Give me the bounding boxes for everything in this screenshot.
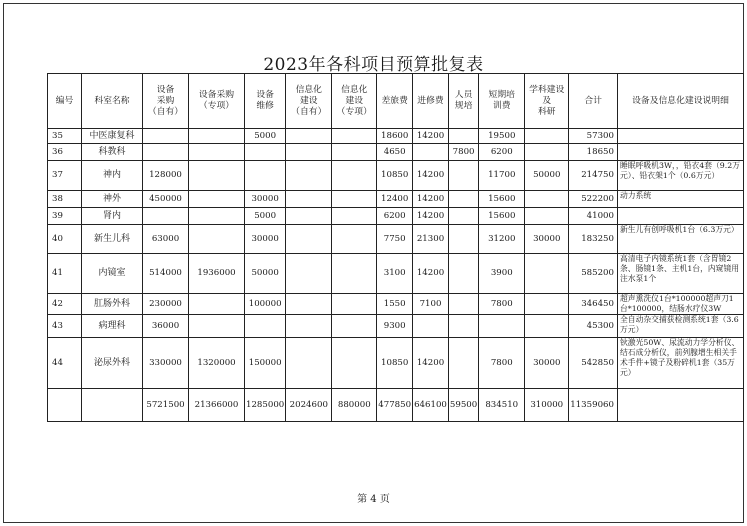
row-number: 39 [48,208,82,225]
amount-cell: 10850 [377,338,413,389]
amount-cell [332,208,377,225]
detail-cell: 动力系统 [618,191,744,208]
column-header-text: 差旅费 [381,95,408,106]
amount-cell: 30000 [245,225,286,254]
total-cell: 346450 [569,294,618,315]
amount-cell [448,338,478,389]
amount-cell [143,208,189,225]
amount-cell: 9300 [377,315,413,338]
amount-cell: 2024600 [286,389,332,422]
total-cell: 57300 [569,129,618,144]
page-number: 第 4 页 [357,494,390,505]
column-header-text: 规培 [454,101,473,111]
amount-cell: 5721500 [143,389,189,422]
total-cell: 41000 [569,208,618,225]
amount-cell [286,294,332,315]
amount-cell: 6200 [377,208,413,225]
total-row [48,389,744,422]
column-header-text: 设备及信息化建设说明细 [632,95,729,106]
amount-cell [286,254,332,294]
amount-cell [525,191,569,208]
column-header-text: 设备采购 [198,90,235,100]
amount-cell: 21366000 [189,389,245,422]
amount-cell: 63000 [143,225,189,254]
amount-cell: 14200 [413,254,449,294]
column-header [569,74,618,129]
amount-cell [143,144,189,161]
amount-cell [332,315,377,338]
amount-cell: 18600 [377,129,413,144]
amount-cell: 150000 [245,338,286,389]
amount-cell: 310000 [525,389,569,422]
amount-cell: 3100 [377,254,413,294]
amount-cell: 14200 [413,338,449,389]
column-header-text: 信息化 [295,84,322,95]
amount-cell [189,144,245,161]
column-header-text: 建设 [299,95,318,106]
total-cell: 542850 [569,338,618,389]
amount-cell [286,129,332,144]
table-row [48,338,744,389]
column-header [189,74,245,129]
department-name: 神内 [82,161,143,191]
amount-cell [413,315,449,338]
amount-cell: 21300 [413,225,449,254]
amount-cell: 7800 [479,294,525,315]
amount-cell: 30000 [245,191,286,208]
amount-cell: 59500 [448,389,478,422]
amount-cell: 30000 [525,225,569,254]
total-cell: 18650 [569,144,618,161]
amount-cell [286,338,332,389]
amount-cell: 834510 [479,389,525,422]
amount-cell [189,315,245,338]
amount-cell [525,254,569,294]
detail-cell: 钬激光50W、尿流动力学分析仪、结石成分析仪，前列腺增生相关手术手件+镜子及粉碎机1套（35万元） [618,338,744,389]
amount-cell: 5000 [245,208,286,225]
table-row [48,191,744,208]
amount-cell [332,129,377,144]
amount-cell: 7800 [448,144,478,161]
amount-cell [525,294,569,315]
column-header [48,74,82,129]
column-header [479,74,525,129]
amount-cell: 7750 [377,225,413,254]
column-header-text: 进修费 [417,95,444,106]
amount-cell: 12400 [377,191,413,208]
amount-cell [448,161,478,191]
column-header-text: 训费 [492,101,511,111]
amount-cell [286,225,332,254]
amount-cell: 7800 [479,338,525,389]
amount-cell: 100000 [245,294,286,315]
amount-cell: 646100 [413,389,449,422]
column-header [525,74,569,129]
amount-cell: 15600 [479,191,525,208]
amount-cell [448,191,478,208]
detail-cell: 高清电子内镜系统1套（含胃镜2条、肠镜1条、主机1台，内窥镜用注水泵1个 [618,254,744,294]
amount-cell [448,294,478,315]
amount-cell: 3900 [479,254,525,294]
amount-cell: 30000 [525,338,569,389]
amount-cell [189,129,245,144]
amount-cell [448,315,478,338]
amount-cell: 1320000 [189,338,245,389]
amount-cell [189,208,245,225]
detail-cell: 超声熏洗仪1台*100000超声刀1台*100000，结肠水疗仪3W [618,294,744,315]
department-name [82,389,143,422]
amount-cell [413,144,449,161]
amount-cell: 14200 [413,208,449,225]
table-row [48,225,744,254]
amount-cell [245,161,286,191]
amount-cell [448,208,478,225]
column-header-text: 短期培 [488,90,515,100]
amount-cell [143,129,189,144]
row-number: 43 [48,315,82,338]
amount-cell [525,144,569,161]
table-row [48,294,744,315]
total-cell: 183250 [569,225,618,254]
row-number: 44 [48,338,82,389]
amount-cell: 128000 [143,161,189,191]
department-name: 中医康复科 [82,129,143,144]
table-row [48,144,744,161]
amount-cell [189,161,245,191]
amount-cell [525,315,569,338]
amount-cell: 14200 [413,129,449,144]
detail-cell [618,144,744,161]
row-number: 42 [48,294,82,315]
column-header-text: （自有） [291,106,327,117]
amount-cell [286,161,332,191]
detail-cell: 新生儿有创呼吸机1台（6.3万元） [618,225,744,254]
budget-table [47,73,744,422]
amount-cell: 6200 [479,144,525,161]
detail-cell [618,129,744,144]
amount-cell [332,294,377,315]
header-row [48,74,744,129]
department-name: 科教科 [82,144,143,161]
column-header-text: 学科建设 [529,84,565,95]
amount-cell [286,315,332,338]
detail-cell: 全自动杂交捕获检测系统1套（3.6万元） [618,315,744,338]
amount-cell: 5000 [245,129,286,144]
column-header-text: 维修 [256,101,274,111]
department-name: 新生儿科 [82,225,143,254]
amount-cell: 36000 [143,315,189,338]
row-number [48,389,82,422]
column-header-text: 及 [542,95,552,106]
column-header-text: （专项） [198,101,235,111]
total-cell: 585200 [569,254,618,294]
amount-cell [332,161,377,191]
amount-cell [189,294,245,315]
row-number: 38 [48,191,82,208]
amount-cell [245,144,286,161]
table-row [48,254,744,294]
amount-cell: 1550 [377,294,413,315]
column-header-text: 设备 [156,84,175,95]
column-header [332,74,377,129]
table-row [48,161,744,191]
column-header-text: 设备 [256,90,274,100]
department-name: 内镜室 [82,254,143,294]
column-header [377,74,413,129]
column-header [143,74,189,129]
total-cell: 522200 [569,191,618,208]
total-cell: 214750 [569,161,618,191]
amount-cell: 19500 [479,129,525,144]
amount-cell [448,225,478,254]
row-number: 41 [48,254,82,294]
column-header-text: 科室名称 [94,95,130,106]
row-number: 35 [48,129,82,144]
column-header [448,74,478,129]
table-row [48,315,744,338]
amount-cell [332,144,377,161]
amount-cell [479,315,525,338]
amount-cell: 7100 [413,294,449,315]
column-header-text: （自有） [147,106,184,117]
amount-cell: 450000 [143,191,189,208]
amount-cell [286,208,332,225]
amount-cell [189,225,245,254]
detail-cell: 睡眠呼吸机3W，，铅衣4套（9.2万元）、铅衣架1个（0.6万元） [618,161,744,191]
column-header-text: 编号 [55,95,74,106]
amount-cell [448,254,478,294]
column-header-text: 采购 [156,95,175,106]
amount-cell [189,191,245,208]
document-title: 2023年各科项目预算批复表 [263,55,484,75]
column-header [618,74,744,129]
amount-cell [332,254,377,294]
amount-cell [525,208,569,225]
department-name: 神外 [82,191,143,208]
detail-cell [618,389,744,422]
amount-cell [286,191,332,208]
department-name: 肾内 [82,208,143,225]
column-header [286,74,332,129]
amount-cell: 11700 [479,161,525,191]
column-header-text: 科研 [537,106,556,117]
column-header-text: （专项） [336,106,372,117]
amount-cell: 1936000 [189,254,245,294]
table-row [48,129,744,144]
amount-cell: 4650 [377,144,413,161]
amount-cell: 10850 [377,161,413,191]
amount-cell: 1285000 [245,389,286,422]
amount-cell [448,129,478,144]
amount-cell: 477850 [377,389,413,422]
column-header [82,74,143,129]
column-header [245,74,286,129]
amount-cell: 50000 [525,161,569,191]
column-header [413,74,449,129]
column-header-text: 建设 [345,95,364,106]
total-cell: 45300 [569,315,618,338]
column-header-text: 人员 [454,90,473,100]
amount-cell [525,129,569,144]
amount-cell [286,144,332,161]
row-number: 37 [48,161,82,191]
amount-cell [332,191,377,208]
detail-cell [618,208,744,225]
table-row [48,208,744,225]
amount-cell: 880000 [332,389,377,422]
row-number: 36 [48,144,82,161]
amount-cell: 14200 [413,161,449,191]
department-name: 病理科 [82,315,143,338]
amount-cell: 14200 [413,191,449,208]
column-header-text: 信息化 [341,84,368,95]
amount-cell [332,338,377,389]
amount-cell: 330000 [143,338,189,389]
amount-cell: 15600 [479,208,525,225]
total-cell: 11359060 [569,389,618,422]
department-name: 泌尿外科 [82,338,143,389]
column-header-text: 合计 [584,95,602,106]
amount-cell [332,225,377,254]
amount-cell: 230000 [143,294,189,315]
amount-cell [245,315,286,338]
amount-cell: 50000 [245,254,286,294]
amount-cell: 31200 [479,225,525,254]
amount-cell: 514000 [143,254,189,294]
row-number: 40 [48,225,82,254]
department-name: 肛肠外科 [82,294,143,315]
